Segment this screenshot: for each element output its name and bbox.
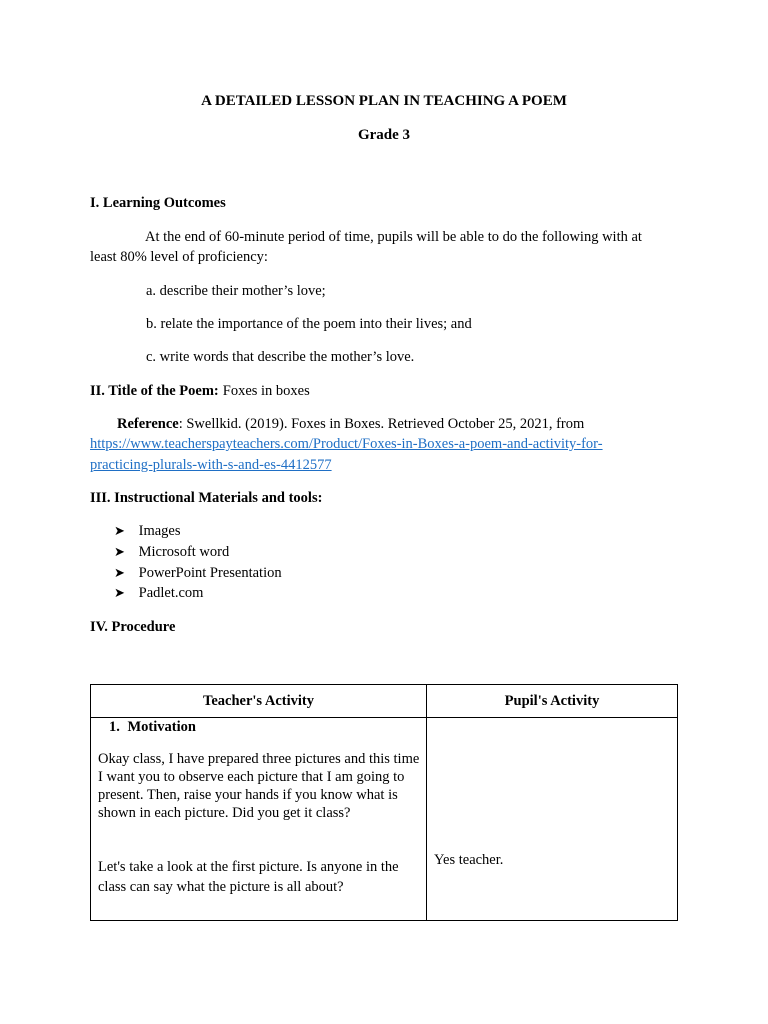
material-item [114, 565, 282, 582]
procedure-heading: IV. Procedure [90, 619, 176, 635]
materials-heading: III. Instructional Materials and tools: [90, 490, 323, 506]
procedure-table [90, 684, 678, 921]
motivation-label: Motivation [127, 719, 196, 735]
teacher-instruction-2: Let's take a look at the first picture. Is anyone in the class can say what the picture is all about? [98, 859, 399, 895]
intro-line-2: least 80% level of proficiency: [90, 249, 268, 265]
document-title: A DETAILED LESSON PLAN IN TEACHING A POEM [201, 93, 567, 109]
teacher-activity-cell [91, 718, 427, 921]
poem-title-line [90, 382, 310, 400]
outcome-b: b. relate the importance of the poem into their lives; and [146, 316, 472, 332]
motivation-heading [109, 719, 196, 736]
outcome-a: a. describe their mother’s love; [146, 283, 326, 299]
material-item-label: Images [138, 523, 181, 539]
arrowhead-bullet-icon: ➤ [114, 544, 125, 559]
teacher-instruction-1: Okay class, I have prepared three pictures and this time I want you to observe each picture that I am going to present. Then, raise your hands if you know what is shown in each picture. Did you get it class? [98, 751, 420, 821]
table-header-row [91, 685, 678, 718]
pupil-activity-header: Pupil's Activity [427, 685, 678, 718]
motivation-number: 1. [109, 719, 120, 735]
reference-label: Reference [117, 416, 179, 432]
material-item [114, 523, 181, 540]
poem-title: Foxes in boxes [222, 383, 310, 399]
pupil-activity-cell [427, 718, 678, 921]
reference-link-line-1[interactable]: https://www.teacherspayteachers.com/Product/Foxes-in-Boxes-a-poem-and-activity-for- [90, 436, 603, 452]
pupil-reply: Yes teacher. [434, 852, 504, 868]
table-row [91, 718, 678, 921]
reference-line [117, 416, 584, 433]
learning-outcomes-heading: I. Learning Outcomes [90, 195, 226, 211]
grade-level: Grade 3 [357, 127, 411, 143]
reference-link-line-2[interactable]: practicing-plurals-with-s-and-es-4412577 [90, 457, 332, 473]
material-item [114, 585, 203, 602]
outcome-c: c. write words that describe the mother’s love. [146, 349, 415, 365]
poem-title-heading: II. Title of the Poem: [90, 383, 219, 399]
arrowhead-bullet-icon: ➤ [114, 585, 125, 600]
material-item-label: Microsoft word [138, 544, 230, 560]
arrowhead-bullet-icon: ➤ [114, 523, 125, 538]
teacher-activity-header: Teacher's Activity [91, 685, 427, 718]
material-item-label: Padlet.com [138, 585, 204, 601]
material-item [114, 544, 229, 561]
reference-text: : Swellkid. (2019). Foxes in Boxes. Retrieved October 25, 2021, from [178, 416, 585, 432]
intro-line-1: At the end of 60-minute period of time, pupils will be able to do the following with at [145, 229, 642, 245]
material-item-label: PowerPoint Presentation [138, 565, 282, 581]
arrowhead-bullet-icon: ➤ [114, 565, 125, 580]
